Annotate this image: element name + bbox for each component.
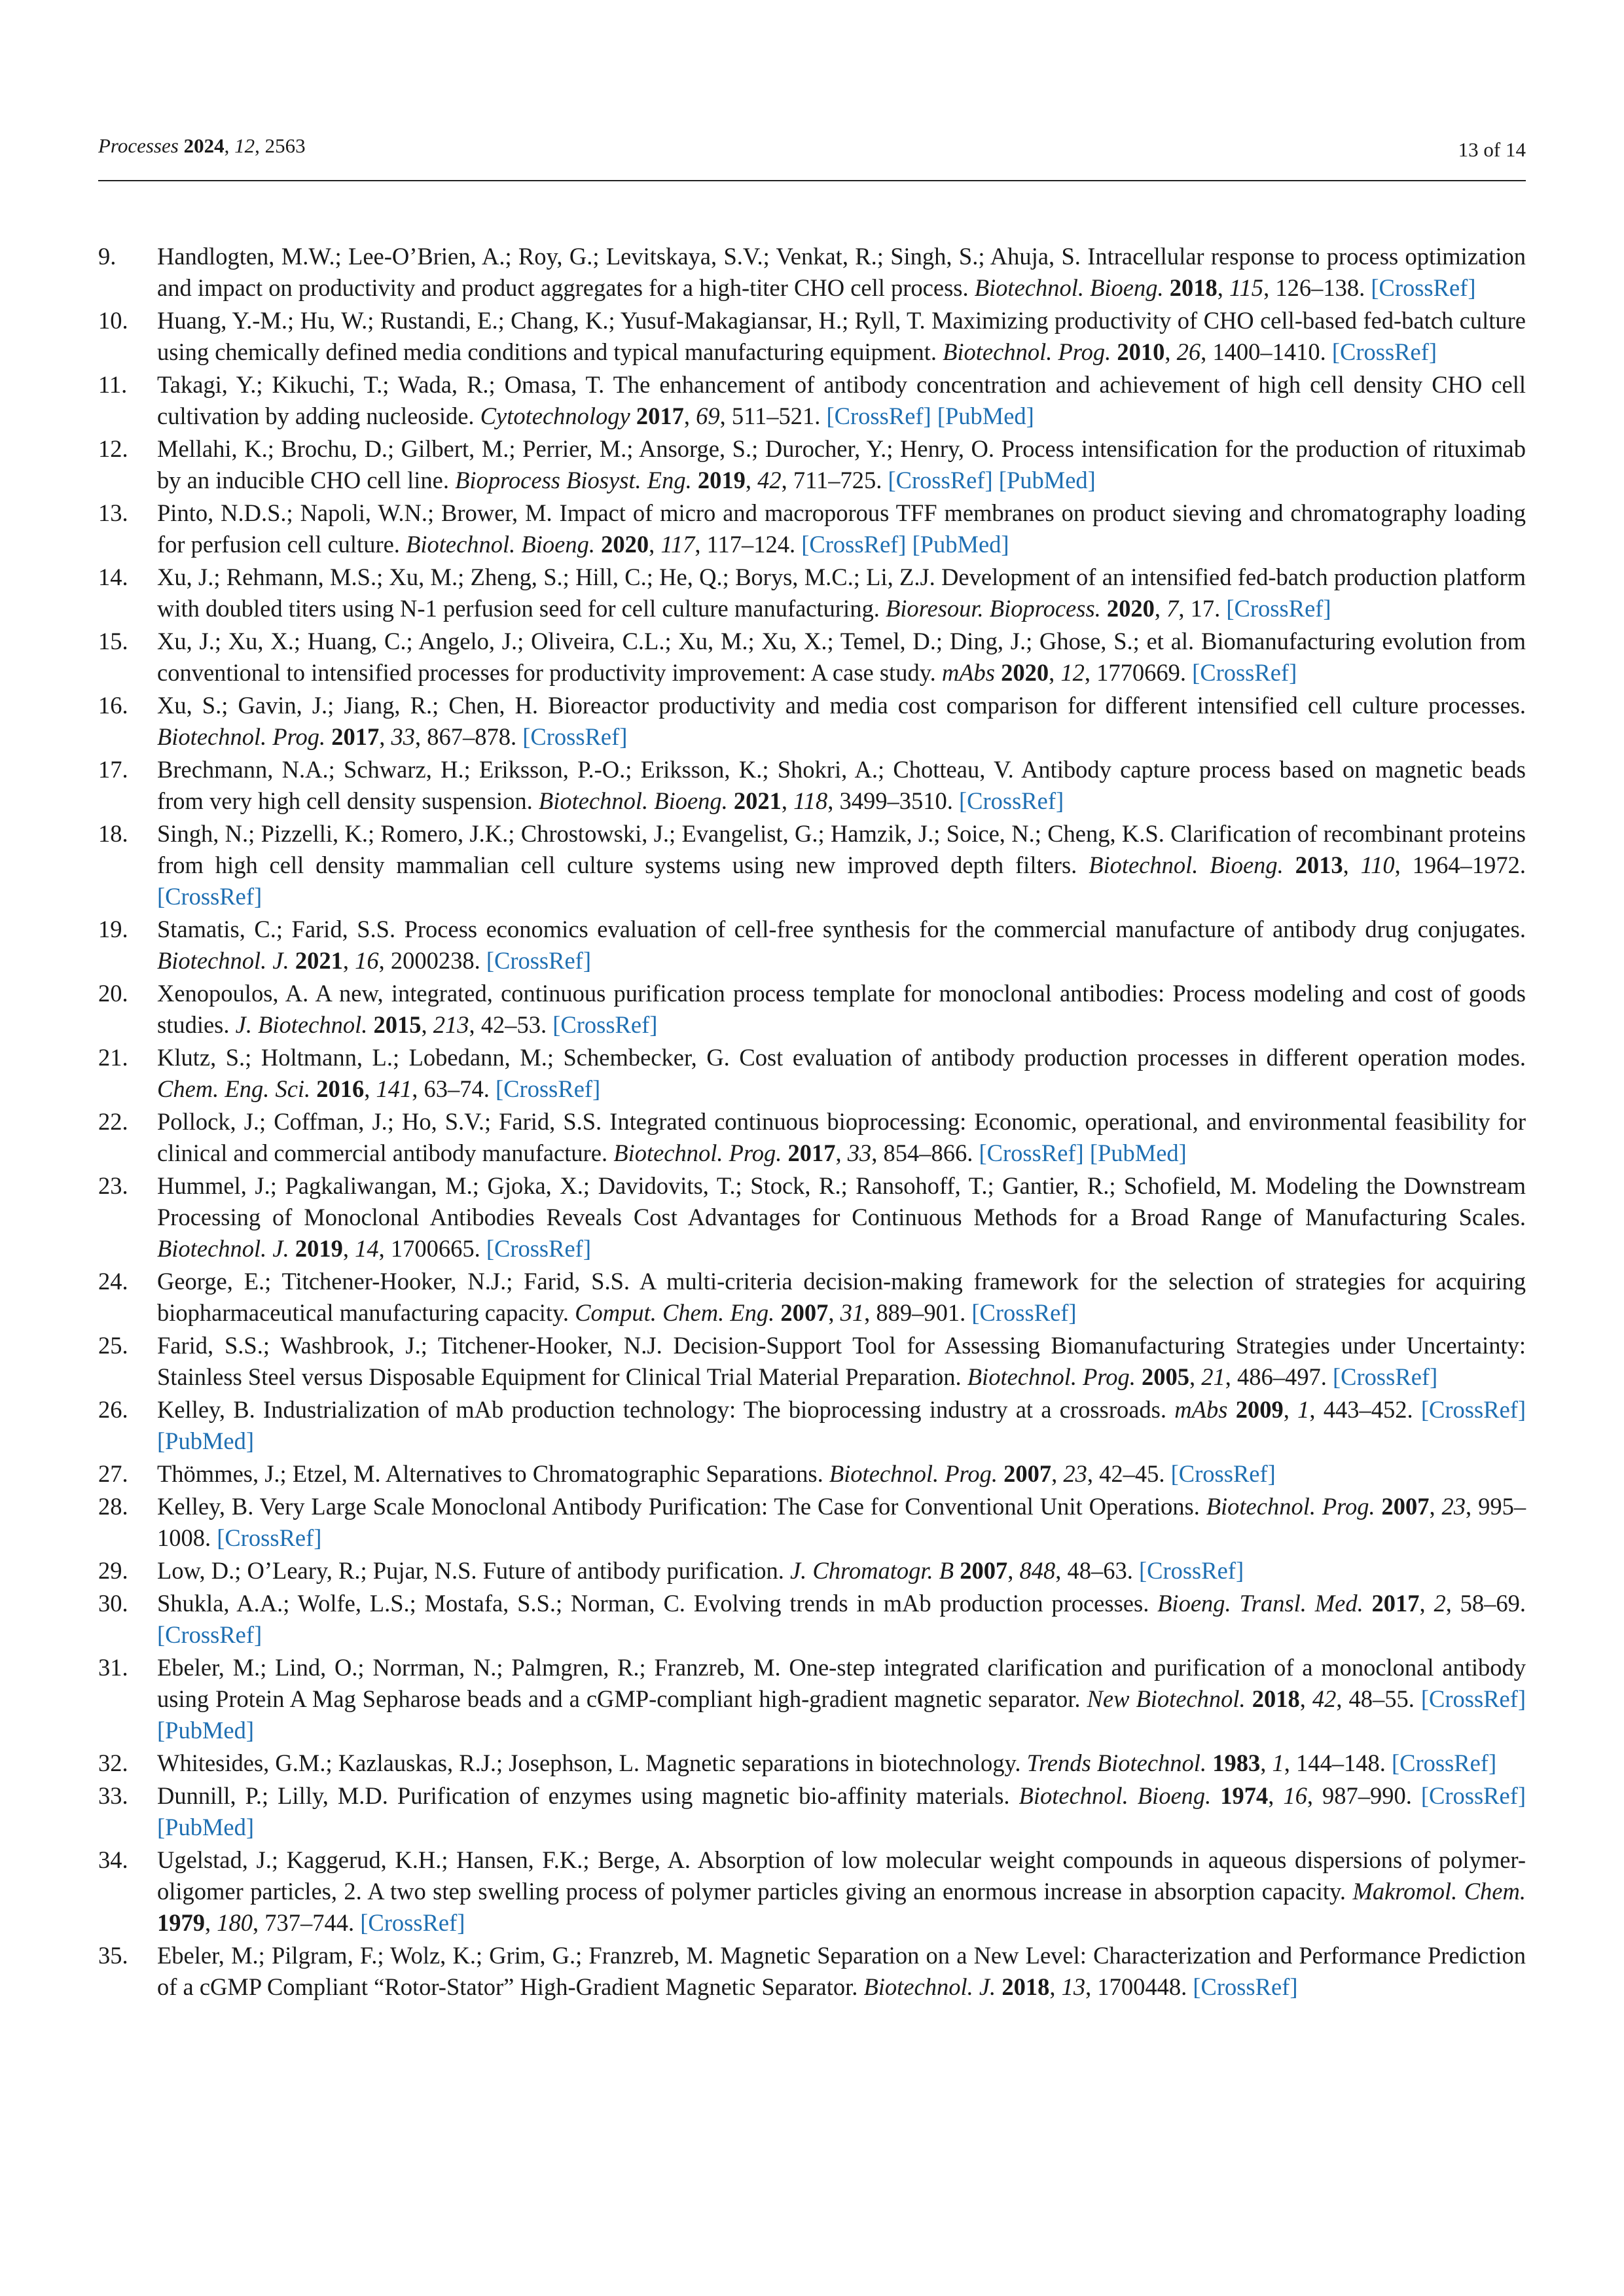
crossref-link[interactable]: [CrossRef] bbox=[1138, 1557, 1244, 1584]
reference-authors-title: Kelley, B. Industrialization of mAb production technology: The bioprocessing industry at a crossroads. bbox=[157, 1396, 1167, 1423]
reference-journal: Bioeng. Transl. Med. bbox=[1157, 1590, 1363, 1617]
reference-year: 2013 bbox=[1295, 852, 1343, 878]
reference-volume: 115 bbox=[1229, 274, 1264, 301]
reference-authors-title: Ebeler, M.; Lind, O.; Norrman, N.; Palmgren, R.; Franzreb, M. One-step integrated clarification and purification of a monoclonal antibody using Protein A Mag Sepharose beads and a cGMP-compliant high-gradient magnetic separator. bbox=[157, 1654, 1526, 1712]
reference-item bbox=[98, 1266, 1526, 1329]
crossref-link[interactable]: [CrossRef] bbox=[1420, 1396, 1526, 1423]
reference-item bbox=[98, 1940, 1526, 2003]
reference-text: Stamatis, C.; Farid, S.S. Process economics evaluation of cell-free synthesis for the commercial manufacture of antibody drug conjugates. Biotechnol. J. 2021, 16, 2000238. [CrossRef] bbox=[157, 916, 1526, 974]
reference-year: 2020 bbox=[1106, 595, 1155, 622]
reference-number: 30. bbox=[98, 1590, 128, 1617]
crossref-link[interactable]: [CrossRef] bbox=[826, 403, 931, 429]
reference-authors-title: Huang, Y.-M.; Hu, W.; Rustandi, E.; Chang, K.; Yusuf-Makagiansar, H.; Ryll, T. Maximizing productivity of CHO cell-based fed-batch culture using chemically defined media conditions and typical manufacturing equipment. bbox=[157, 307, 1526, 365]
reference-year: 2007 bbox=[1381, 1493, 1430, 1520]
reference-year: 2018 bbox=[1001, 1973, 1050, 2000]
crossref-link[interactable]: [CrossRef] bbox=[1391, 1749, 1497, 1776]
reference-list bbox=[98, 241, 1526, 2004]
reference-pages: 1700448. bbox=[1097, 1973, 1187, 2000]
reference-volume: 7 bbox=[1166, 595, 1179, 622]
reference-volume: 848 bbox=[1019, 1557, 1056, 1584]
reference-volume: 23 bbox=[1441, 1493, 1466, 1520]
crossref-link[interactable]: [CrossRef] bbox=[157, 883, 262, 910]
reference-text: Klutz, S.; Holtmann, L.; Lobedann, M.; Schembecker, G. Cost evaluation of antibody production processes in different operation modes. Chem. Eng. Sci. 2016, 141, 63–74. [CrossRef] bbox=[157, 1044, 1526, 1102]
reference-pages: 3499–3510. bbox=[839, 787, 953, 814]
reference-pages: 511–521. bbox=[731, 403, 821, 429]
reference-authors-title: Ugelstad, J.; Kaggerud, K.H.; Hansen, F.K.; Berge, A. Absorption of low molecular weight compounds in aqueous dispersions of polymer-oligomer particles, 2. A two step swelling process of polymer particles giving an enormous increase in absorption capacity. bbox=[157, 1846, 1526, 1905]
reference-pages: 1700665. bbox=[390, 1235, 480, 1262]
reference-number: 16. bbox=[98, 692, 128, 719]
reference-number: 25. bbox=[98, 1332, 128, 1359]
reference-year: 2007 bbox=[1003, 1460, 1052, 1487]
reference-text: Kelley, B. Very Large Scale Monoclonal Antibody Purification: The Case for Conventional Unit Operations. Biotechnol. Prog. 2007, 23, 995–1008. [CrossRef] bbox=[157, 1493, 1526, 1551]
reference-volume: 42 bbox=[1312, 1685, 1337, 1712]
reference-volume: 23 bbox=[1063, 1460, 1087, 1487]
reference-journal: Biotechnol. Prog. bbox=[829, 1460, 998, 1487]
pubmed-link[interactable]: [PubMed] bbox=[157, 1717, 255, 1744]
reference-volume: 2 bbox=[1434, 1590, 1446, 1617]
reference-authors-title: Pinto, N.D.S.; Napoli, W.N.; Brower, M. Impact of micro and macroporous TFF membranes on product sieving and chromatography loading for perfusion cell culture. bbox=[157, 499, 1526, 558]
reference-text: Dunnill, P.; Lilly, M.D. Purification of enzymes using magnetic bio-affinity materials. Biotechnol. Bioeng. 1974, 16, 987–990. [CrossRef] [PubMed] bbox=[157, 1782, 1526, 1840]
reference-text: Handlogten, M.W.; Lee-O’Brien, A.; Roy, G.; Levitskaya, S.V.; Venkat, R.; Singh, S.; Ahuja, S. Intracellular response to process optimization and impact on productivity and product aggregates for a high-titer CHO cell process. Biotechnol. Bioeng. 2018, 115, 126–138. [CrossRef] bbox=[157, 243, 1526, 301]
reference-volume: 117 bbox=[660, 531, 695, 558]
reference-journal: Biotechnol. Bioeng. bbox=[406, 531, 595, 558]
reference-text: Low, D.; O’Leary, R.; Pujar, N.S. Future of antibody purification. J. Chromatogr. B 2007, 848, 48–63. [CrossRef] bbox=[157, 1557, 1244, 1584]
journal-citation: Processes 2024, 12, 2563 bbox=[98, 134, 306, 157]
reference-journal: mAbs bbox=[1174, 1396, 1228, 1423]
reference-year: 1974 bbox=[1220, 1782, 1269, 1809]
reference-pages: 1770669. bbox=[1096, 659, 1186, 686]
reference-journal: Biotechnol. Bioeng. bbox=[1019, 1782, 1212, 1809]
reference-number: 24. bbox=[98, 1268, 128, 1295]
reference-number: 10. bbox=[98, 307, 128, 334]
crossref-link[interactable]: [CrossRef] bbox=[486, 1235, 591, 1262]
reference-pages: 987–990. bbox=[1322, 1782, 1412, 1809]
reference-pages: 126–138. bbox=[1275, 274, 1365, 301]
reference-item bbox=[98, 1170, 1526, 1265]
reference-journal: Makromol. Chem. bbox=[1352, 1878, 1526, 1905]
reference-year: 2015 bbox=[373, 1011, 422, 1038]
reference-number: 19. bbox=[98, 916, 128, 942]
journal-year: 2024 bbox=[183, 134, 225, 157]
reference-volume: 33 bbox=[391, 723, 416, 750]
reference-text: Shukla, A.A.; Wolfe, L.S.; Mostafa, S.S.; Norman, C. Evolving trends in mAb production processes. Bioeng. Transl. Med. 2017, 2, 58–69. [CrossRef] bbox=[157, 1590, 1526, 1648]
reference-authors-title: Handlogten, M.W.; Lee-O’Brien, A.; Roy, G.; Levitskaya, S.V.; Venkat, R.; Singh, S.; Ahuja, S. Intracellular response to process optimization and impact on productivity and product aggregates for a high-titer CHO cell process. bbox=[157, 243, 1526, 301]
reference-item bbox=[98, 1748, 1526, 1779]
journal-name: Processes bbox=[98, 134, 179, 157]
crossref-link[interactable]: [CrossRef] bbox=[360, 1909, 465, 1936]
reference-item bbox=[98, 914, 1526, 977]
reference-text: Singh, N.; Pizzelli, K.; Romero, J.K.; Chrostowski, J.; Evangelist, G.; Hamzik, J.; Soice, N.; Cheng, K.S. Clarification of recombinant proteins from high cell density mammalian cell culture systems using new improved depth filters. Biotechnol. Bioeng. 2013, 110, 1964–1972. [CrossRef] bbox=[157, 820, 1526, 910]
reference-number: 34. bbox=[98, 1846, 128, 1873]
reference-number: 17. bbox=[98, 756, 128, 783]
reference-text: Xu, J.; Xu, X.; Huang, C.; Angelo, J.; Oliveira, C.L.; Xu, M.; Xu, X.; Temel, D.; Ding, J.; Ghose, S.; et al. Biomanufacturing evolution from conventional to intensified processes for productivity improvement: A case study. mAbs 2020, 12, 1770669. [CrossRef] bbox=[157, 628, 1526, 686]
crossref-link[interactable]: [CrossRef] bbox=[157, 1621, 262, 1648]
reference-journal: Biotechnol. J. bbox=[157, 1235, 289, 1262]
pubmed-link[interactable]: [PubMed] bbox=[998, 467, 1096, 493]
crossref-link[interactable]: [CrossRef] bbox=[888, 467, 993, 493]
reference-number: 27. bbox=[98, 1460, 128, 1487]
reference-journal: Biotechnol. J. bbox=[863, 1973, 996, 2000]
reference-text: Farid, S.S.; Washbrook, J.; Titchener-Hooker, N.J. Decision-Support Tool for Assessing Biomanufacturing Strategies under Uncertainty: Stainless Steel versus Disposable Equipment for Clinical Trial Material Preparation. Biotechnol. Prog. 2005, 21, 486–497. [CrossRef] bbox=[157, 1332, 1526, 1390]
reference-journal: Biotechnol. J. bbox=[157, 947, 289, 974]
reference-journal: Biotechnol. Bioeng. bbox=[974, 274, 1164, 301]
reference-authors-title: Thömmes, J.; Etzel, M. Alternatives to Chromatographic Separations. bbox=[157, 1460, 823, 1487]
reference-journal: Biotechnol. Bioeng. bbox=[538, 787, 728, 814]
reference-item bbox=[98, 690, 1526, 753]
crossref-link[interactable]: [CrossRef] bbox=[522, 723, 628, 750]
reference-volume: 33 bbox=[847, 1139, 872, 1166]
reference-journal: Biotechnol. Bioeng. bbox=[1089, 852, 1284, 878]
reference-journal: Biotechnol. Prog. bbox=[967, 1363, 1136, 1390]
reference-year: 2007 bbox=[780, 1299, 829, 1326]
reference-journal: Chem. Eng. Sci. bbox=[157, 1075, 311, 1102]
reference-authors-title: Ebeler, M.; Pilgram, F.; Wolz, K.; Grim, G.; Franzreb, M. Magnetic Separation on a New Level: Characterization and Performance Prediction of a cGMP Compliant “Rotor-Stator” High-Gradient Magnetic Separator. bbox=[157, 1942, 1526, 2000]
reference-number: 13. bbox=[98, 499, 128, 526]
reference-journal: Cytotechnology bbox=[480, 403, 630, 429]
crossref-link[interactable]: [CrossRef] bbox=[1371, 274, 1476, 301]
reference-text: Huang, Y.-M.; Hu, W.; Rustandi, E.; Chang, K.; Yusuf-Makagiansar, H.; Ryll, T. Maximizing productivity of CHO cell-based fed-batch culture using chemically defined media conditions and typical manufacturing equipment. Biotechnol. Prog. 2010, 26, 1400–1410. [CrossRef] bbox=[157, 307, 1526, 365]
reference-journal: Biotechnol. Prog. bbox=[1206, 1493, 1375, 1520]
reference-number: 26. bbox=[98, 1396, 128, 1423]
reference-text: George, E.; Titchener-Hooker, N.J.; Farid, S.S. A multi-criteria decision-making framework for the selection of strategies for acquiring biopharmaceutical manufacturing capacity. Comput. Chem. Eng. 2007, 31, 889–901. [CrossRef] bbox=[157, 1268, 1526, 1326]
journal-volume: 12 bbox=[234, 134, 255, 157]
reference-text: Ugelstad, J.; Kaggerud, K.H.; Hansen, F.K.; Berge, A. Absorption of low molecular weight compounds in aqueous dispersions of polymer-oligomer particles, 2. A two step swelling process of polymer particles giving an enormous increase in absorption capacity. Makromol. Chem. 1979, 180, 737–744. [CrossRef] bbox=[157, 1846, 1526, 1936]
reference-journal: Biotechnol. Prog. bbox=[157, 723, 326, 750]
reference-item bbox=[98, 1588, 1526, 1651]
reference-volume: 42 bbox=[757, 467, 782, 493]
reference-item bbox=[98, 1780, 1526, 1843]
reference-year: 2020 bbox=[601, 531, 649, 558]
reference-number: 29. bbox=[98, 1557, 128, 1584]
reference-journal: Comput. Chem. Eng. bbox=[575, 1299, 775, 1326]
pubmed-link[interactable]: [PubMed] bbox=[937, 403, 1034, 429]
reference-text: Whitesides, G.M.; Kazlauskas, R.J.; Josephson, L. Magnetic separations in biotechnology. Trends Biotechnol. 1983, 1, 144–148. [CrossRef] bbox=[157, 1749, 1497, 1776]
reference-volume: 213 bbox=[433, 1011, 469, 1038]
reference-item bbox=[98, 818, 1526, 912]
reference-year: 2010 bbox=[1117, 338, 1165, 365]
reference-item bbox=[98, 626, 1526, 689]
reference-item bbox=[98, 978, 1526, 1041]
reference-pages: 42–53. bbox=[480, 1011, 547, 1038]
reference-authors-title: Xu, S.; Gavin, J.; Jiang, R.; Chen, H. Bioreactor productivity and media cost comparison for different intensified cell culture processes. bbox=[157, 692, 1526, 719]
reference-volume: 16 bbox=[355, 947, 379, 974]
reference-item bbox=[98, 1330, 1526, 1393]
page-header bbox=[98, 134, 1526, 181]
reference-volume: 1 bbox=[1272, 1749, 1284, 1776]
reference-authors-title: Singh, N.; Pizzelli, K.; Romero, J.K.; Chrostowski, J.; Evangelist, G.; Hamzik, J.; Soice, N.; Cheng, K.S. Clarification of recombinant proteins from high cell density mammalian cell culture systems using new improved depth filters. bbox=[157, 820, 1526, 878]
reference-text: Ebeler, M.; Pilgram, F.; Wolz, K.; Grim, G.; Franzreb, M. Magnetic Separation on a New Level: Characterization and Performance Prediction of a cGMP Compliant “Rotor-Stator” High-Gradient Magnetic Separator. Biotechnol. J. 2018, 13, 1700448. [CrossRef] bbox=[157, 1942, 1526, 2000]
crossref-link[interactable]: [CrossRef] bbox=[1420, 1685, 1526, 1712]
reference-year: 2021 bbox=[295, 947, 343, 974]
reference-year: 2019 bbox=[295, 1235, 343, 1262]
reference-authors-title: Hummel, J.; Pagkaliwangan, M.; Gjoka, X.; Davidovits, T.; Stock, R.; Ransohoff, T.; Gantier, R.; Schofield, M. Modeling the Downstream Processing of Monoclonal Antibodies Reveals Cost Advantages for Continuous Methods for a Broad Range of Manufacturing Scales. bbox=[157, 1172, 1526, 1230]
reference-pages: 486–497. bbox=[1237, 1363, 1327, 1390]
reference-authors-title: Farid, S.S.; Washbrook, J.; Titchener-Hooker, N.J. Decision-Support Tool for Assessing Biomanufacturing Strategies under Uncertainty: Stainless Steel versus Disposable Equipment for Clinical Trial Material Preparation. bbox=[157, 1332, 1526, 1390]
reference-year: 2017 bbox=[787, 1139, 836, 1166]
reference-text: Kelley, B. Industrialization of mAb production technology: The bioprocessing industry at a crossroads. mAbs 2009, 1, 443–452. [CrossRef] [PubMed] bbox=[157, 1396, 1526, 1454]
reference-pages: 63–74. bbox=[424, 1075, 490, 1102]
reference-journal: Biotechnol. Prog. bbox=[613, 1139, 782, 1166]
reference-year: 1979 bbox=[157, 1909, 205, 1936]
reference-number: 35. bbox=[98, 1942, 128, 1969]
reference-number: 15. bbox=[98, 628, 128, 655]
reference-authors-title: Pollock, J.; Coffman, J.; Ho, S.V.; Farid, S.S. Integrated continuous bioprocessing: Economic, operational, and environmental feasibility for clinical and commercial antibody manufacture. bbox=[157, 1108, 1526, 1166]
pubmed-link[interactable]: [PubMed] bbox=[157, 1814, 255, 1840]
reference-year: 2019 bbox=[697, 467, 746, 493]
reference-pages: 1964–1972. bbox=[1412, 852, 1526, 878]
reference-authors-title: Xu, J.; Rehmann, M.S.; Xu, M.; Zheng, S.; Hill, C.; He, Q.; Borys, M.C.; Li, Z.J. Development of an intensified fed-batch production platform with doubled titers using N-1 perfusion seed for cell culture manufacturing. bbox=[157, 564, 1526, 622]
reference-item bbox=[98, 241, 1526, 304]
reference-journal: Trends Biotechnol. bbox=[1026, 1749, 1207, 1776]
reference-number: 12. bbox=[98, 435, 128, 462]
reference-item bbox=[98, 1042, 1526, 1105]
reference-volume: 13 bbox=[1061, 1973, 1086, 2000]
reference-volume: 21 bbox=[1201, 1363, 1225, 1390]
reference-text: Xenopoulos, A. A new, integrated, continuous purification process template for monoclonal antibodies: Process modeling and cost of goods studies. J. Biotechnol. 2015, 213, 42–53. [CrossRef] bbox=[157, 980, 1526, 1038]
reference-authors-title: Xenopoulos, A. A new, integrated, continuous purification process template for monoclonal antibodies: Process modeling and cost of goods studies. bbox=[157, 980, 1526, 1038]
reference-pages: 443–452. bbox=[1323, 1396, 1413, 1423]
reference-item bbox=[98, 305, 1526, 368]
pubmed-link[interactable]: [PubMed] bbox=[912, 531, 1009, 558]
reference-authors-title: Whitesides, G.M.; Kazlauskas, R.J.; Josephson, L. Magnetic separations in biotechnology. bbox=[157, 1749, 1021, 1776]
reference-volume: 69 bbox=[696, 403, 720, 429]
reference-text: Pollock, J.; Coffman, J.; Ho, S.V.; Farid, S.S. Integrated continuous bioprocessing: Economic, operational, and environmental feasibility for clinical and commercial antibody manufacture. Biotechnol. Prog. 2017, 33, 854–866. [CrossRef] [PubMed] bbox=[157, 1108, 1526, 1166]
reference-text: Xu, J.; Rehmann, M.S.; Xu, M.; Zheng, S.; Hill, C.; He, Q.; Borys, M.C.; Li, Z.J. Development of an intensified fed-batch production platform with doubled titers using N-1 perfusion seed for cell culture manufacturing. Bioresour. Bioprocess. 2020, 7, 17. [CrossRef] bbox=[157, 564, 1526, 622]
reference-year: 2017 bbox=[331, 723, 380, 750]
reference-volume: 12 bbox=[1060, 659, 1085, 686]
reference-item bbox=[98, 1844, 1526, 1939]
reference-item bbox=[98, 1555, 1526, 1587]
reference-number: 32. bbox=[98, 1749, 128, 1776]
reference-pages: 48–63. bbox=[1067, 1557, 1133, 1584]
reference-pages: 58–69. bbox=[1460, 1590, 1526, 1617]
pubmed-link[interactable]: [PubMed] bbox=[1089, 1139, 1187, 1166]
reference-authors-title: Klutz, S.; Holtmann, L.; Lobedann, M.; Schembecker, G. Cost evaluation of antibody production processes in different operation modes. bbox=[157, 1044, 1526, 1071]
pubmed-link[interactable]: [PubMed] bbox=[157, 1427, 255, 1454]
crossref-link[interactable]: [CrossRef] bbox=[486, 947, 591, 974]
reference-journal: Bioresour. Bioprocess. bbox=[885, 595, 1101, 622]
reference-authors-title: Brechmann, N.A.; Schwarz, H.; Eriksson, P.-O.; Eriksson, K.; Shokri, A.; Chotteau, V. Antibody capture process based on magnetic beads from very high cell density suspension. bbox=[157, 756, 1526, 814]
reference-item bbox=[98, 433, 1526, 496]
reference-authors-title: Kelley, B. Very Large Scale Monoclonal Antibody Purification: The Case for Conventional Unit Operations. bbox=[157, 1493, 1200, 1520]
reference-number: 18. bbox=[98, 820, 128, 847]
reference-year: 2017 bbox=[1371, 1590, 1420, 1617]
crossref-link[interactable]: [CrossRef] bbox=[496, 1075, 601, 1102]
reference-volume: 26 bbox=[1176, 338, 1201, 365]
reference-text: Pinto, N.D.S.; Napoli, W.N.; Brower, M. Impact of micro and macroporous TFF membranes on product sieving and chromatography loading for perfusion cell culture. Biotechnol. Bioeng. 2020, 117, 117–124. [CrossRef] [PubMed] bbox=[157, 499, 1526, 558]
reference-authors-title: Shukla, A.A.; Wolfe, L.S.; Mostafa, S.S.; Norman, C. Evolving trends in mAb production processes. bbox=[157, 1590, 1149, 1617]
reference-pages: 2000238. bbox=[390, 947, 480, 974]
reference-pages: 144–148. bbox=[1295, 1749, 1386, 1776]
reference-year: 2018 bbox=[1169, 274, 1218, 301]
reference-volume: 110 bbox=[1360, 852, 1395, 878]
reference-year: 2018 bbox=[1252, 1685, 1300, 1712]
reference-pages: 854–866. bbox=[883, 1139, 973, 1166]
reference-volume: 118 bbox=[793, 787, 828, 814]
reference-number: 14. bbox=[98, 564, 128, 590]
reference-journal: Biotechnol. Prog. bbox=[943, 338, 1111, 365]
reference-number: 31. bbox=[98, 1654, 128, 1681]
reference-authors-title: Mellahi, K.; Brochu, D.; Gilbert, M.; Perrier, M.; Ansorge, S.; Durocher, Y.; Henry, O. Process intensification for the production of rituximab by an inducible CHO cell line. bbox=[157, 435, 1526, 493]
reference-item bbox=[98, 1394, 1526, 1457]
reference-text: Mellahi, K.; Brochu, D.; Gilbert, M.; Perrier, M.; Ansorge, S.; Durocher, Y.; Henry, O. Process intensification for the production of rituximab by an inducible CHO cell line. Bioprocess Biosyst. Eng. 2019, 42, 711–725. [CrossRef] [PubMed] bbox=[157, 435, 1526, 493]
reference-pages: 711–725. bbox=[793, 467, 882, 493]
reference-journal: New Biotechnol. bbox=[1087, 1685, 1246, 1712]
reference-authors-title: Low, D.; O’Leary, R.; Pujar, N.S. Future of antibody purification. bbox=[157, 1557, 784, 1584]
reference-authors-title: George, E.; Titchener-Hooker, N.J.; Farid, S.S. A multi-criteria decision-making framework for the selection of strategies for acquiring biopharmaceutical manufacturing capacity. bbox=[157, 1268, 1526, 1326]
reference-journal: J. Biotechnol. bbox=[235, 1011, 368, 1038]
reference-pages: 48–55. bbox=[1348, 1685, 1415, 1712]
reference-number: 23. bbox=[98, 1172, 128, 1199]
reference-authors-title: Stamatis, C.; Farid, S.S. Process economics evaluation of cell-free synthesis for the commercial manufacture of antibody drug conjugates. bbox=[157, 916, 1526, 942]
article-number: 2563 bbox=[264, 134, 306, 157]
reference-year: 2007 bbox=[960, 1557, 1008, 1584]
crossref-link[interactable]: [CrossRef] bbox=[958, 787, 1064, 814]
reference-authors-title: Xu, J.; Xu, X.; Huang, C.; Angelo, J.; Oliveira, C.L.; Xu, M.; Xu, X.; Temel, D.; Ding, J.; Ghose, S.; et al. Biomanufacturing evolution from conventional to intensified processes for productivity improvement: A case study. bbox=[157, 628, 1526, 686]
reference-text: Thömmes, J.; Etzel, M. Alternatives to Chromatographic Separations. Biotechnol. Prog. 2007, 23, 42–45. [CrossRef] bbox=[157, 1460, 1276, 1487]
reference-journal: Bioprocess Biosyst. Eng. bbox=[455, 467, 692, 493]
reference-year: 2005 bbox=[1142, 1363, 1190, 1390]
reference-number: 20. bbox=[98, 980, 128, 1007]
reference-journal: mAbs bbox=[941, 659, 995, 686]
reference-item bbox=[98, 1652, 1526, 1746]
reference-volume: 16 bbox=[1283, 1782, 1307, 1809]
reference-text: Hummel, J.; Pagkaliwangan, M.; Gjoka, X.; Davidovits, T.; Stock, R.; Ransohoff, T.; Gantier, R.; Schofield, M. Modeling the Downstream Processing of Monoclonal Antibodies Reveals Cost Advantages for Continuous Methods for a Broad Range of Manufacturing Scales. Biotechnol. J. 2019, 14, 1700665. [CrossRef] bbox=[157, 1172, 1526, 1262]
reference-pages: 867–878. bbox=[427, 723, 517, 750]
reference-pages: 42–45. bbox=[1099, 1460, 1165, 1487]
reference-item bbox=[98, 497, 1526, 560]
crossref-link[interactable]: [CrossRef] bbox=[1193, 1973, 1298, 2000]
crossref-link[interactable]: [CrossRef] bbox=[1331, 338, 1437, 365]
reference-number: 9. bbox=[98, 243, 117, 270]
reference-volume: 1 bbox=[1297, 1396, 1310, 1423]
reference-text: Takagi, Y.; Kikuchi, T.; Wada, R.; Omasa, T. The enhancement of antibody concentration and achievement of high cell density CHO cell cultivation by adding nucleoside. Cytotechnology 2017, 69, 511–521. [CrossRef] [PubMed] bbox=[157, 371, 1526, 429]
reference-item bbox=[98, 754, 1526, 817]
reference-text: Ebeler, M.; Lind, O.; Norrman, N.; Palmgren, R.; Franzreb, M. One-step integrated clarification and purification of a monoclonal antibody using Protein A Mag Sepharose beads and a cGMP-compliant high-gradient magnetic separator. New Biotechnol. 2018, 42, 48–55. [CrossRef] [PubMed] bbox=[157, 1654, 1526, 1744]
reference-authors-title: Dunnill, P.; Lilly, M.D. Purification of enzymes using magnetic bio-affinity materials. bbox=[157, 1782, 1010, 1809]
reference-year: 2016 bbox=[316, 1075, 365, 1102]
reference-number: 28. bbox=[98, 1493, 128, 1520]
reference-item bbox=[98, 1106, 1526, 1169]
reference-pages: 17. bbox=[1190, 595, 1221, 622]
reference-number: 11. bbox=[98, 371, 128, 398]
reference-year: 2009 bbox=[1235, 1396, 1284, 1423]
reference-year: 2021 bbox=[733, 787, 782, 814]
crossref-link[interactable]: [CrossRef] bbox=[552, 1011, 658, 1038]
reference-pages: 1400–1410. bbox=[1212, 338, 1326, 365]
crossref-link[interactable]: [CrossRef] bbox=[1170, 1460, 1276, 1487]
reference-pages: 117–124. bbox=[706, 531, 796, 558]
reference-journal: J. Chromatogr. B bbox=[789, 1557, 954, 1584]
reference-volume: 180 bbox=[217, 1909, 253, 1936]
reference-text: Brechmann, N.A.; Schwarz, H.; Eriksson, P.-O.; Eriksson, K.; Shokri, A.; Chotteau, V. Antibody capture process based on magnetic beads from very high cell density suspension. Biotechnol. Bioeng. 2021, 118, 3499–3510. [CrossRef] bbox=[157, 756, 1526, 814]
reference-year: 1983 bbox=[1212, 1749, 1261, 1776]
reference-volume: 31 bbox=[840, 1299, 865, 1326]
page-number: 13 of 14 bbox=[1458, 138, 1526, 161]
crossref-link[interactable]: [CrossRef] bbox=[1192, 659, 1297, 686]
reference-pages: 889–901. bbox=[876, 1299, 966, 1326]
reference-item bbox=[98, 562, 1526, 624]
reference-number: 21. bbox=[98, 1044, 128, 1071]
crossref-link[interactable]: [CrossRef] bbox=[979, 1139, 1084, 1166]
crossref-link[interactable]: [CrossRef] bbox=[1333, 1363, 1438, 1390]
reference-text: Xu, S.; Gavin, J.; Jiang, R.; Chen, H. Bioreactor productivity and media cost comparison for different intensified cell culture processes. Biotechnol. Prog. 2017, 33, 867–878. [CrossRef] bbox=[157, 692, 1526, 750]
crossref-link[interactable]: [CrossRef] bbox=[801, 531, 907, 558]
crossref-link[interactable]: [CrossRef] bbox=[1226, 595, 1331, 622]
reference-volume: 141 bbox=[376, 1075, 412, 1102]
crossref-link[interactable]: [CrossRef] bbox=[1420, 1782, 1526, 1809]
reference-pages: 995–1008. bbox=[157, 1493, 1526, 1551]
crossref-link[interactable]: [CrossRef] bbox=[217, 1524, 322, 1551]
reference-item bbox=[98, 1491, 1526, 1554]
reference-item bbox=[98, 369, 1526, 432]
reference-number: 33. bbox=[98, 1782, 128, 1809]
reference-item bbox=[98, 1458, 1526, 1490]
reference-authors-title: Takagi, Y.; Kikuchi, T.; Wada, R.; Omasa, T. The enhancement of antibody concentration and achievement of high cell density CHO cell cultivation by adding nucleoside. bbox=[157, 371, 1526, 429]
reference-year: 2020 bbox=[1001, 659, 1049, 686]
reference-number: 22. bbox=[98, 1108, 128, 1135]
crossref-link[interactable]: [CrossRef] bbox=[971, 1299, 1077, 1326]
reference-year: 2017 bbox=[636, 403, 684, 429]
reference-pages: 737–744. bbox=[264, 1909, 355, 1936]
reference-volume: 14 bbox=[355, 1235, 379, 1262]
